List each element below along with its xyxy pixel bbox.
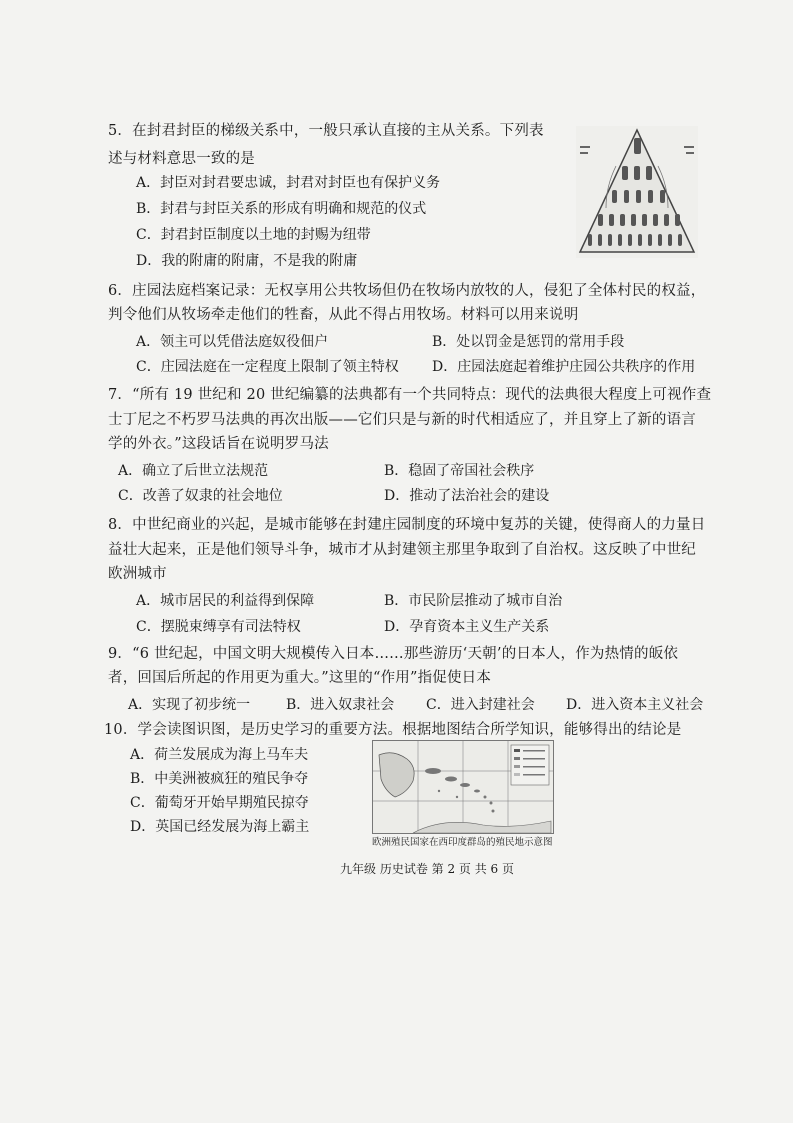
q9-option-d[interactable]: D．进入资本主义社会 [566, 697, 704, 713]
map-caption: 欧洲殖民国家在西印度群岛的殖民地示意图 [372, 837, 553, 848]
q5-option-a[interactable]: A．封臣对封君要忠诚，封君对封臣也有保护义务 [136, 175, 441, 191]
q8-stem-line2: 益壮大起来，正是他们领导斗争，城市才从封建领主那里争取到了自治权。这反映了中世纪 [108, 542, 696, 558]
q5-option-b[interactable]: B．封君与封臣关系的形成有明确和规范的仪式 [136, 201, 427, 217]
q6-option-c[interactable]: C．庄园法庭在一定程度上限制了领主特权 [136, 359, 399, 375]
q10-stem-line1: 10．学会读图识图，是历史学习的重要方法。根据地图结合所学知识，能够得出的结论是 [104, 722, 682, 738]
q6-stem-line2: 判令他们从牧场牵走他们的牲畜，从此不得占用牧场。材料可以用来说明 [108, 307, 579, 323]
q9-option-b[interactable]: B．进入奴隶社会 [286, 697, 395, 713]
q6-option-a[interactable]: A．领主可以凭借法庭奴役佃户 [136, 334, 329, 350]
q9-stem-line2: 者，回国后所起的作用更为重大。”这里的“作用”指促使日本 [108, 670, 492, 686]
q7-option-c[interactable]: C．改善了奴隶的社会地位 [118, 488, 283, 504]
q5-option-c[interactable]: C．封君封臣制度以土地的封赐为纽带 [136, 227, 371, 243]
q7-stem-line1: 7．“所有 19 世纪和 20 世纪编纂的法典都有一个共同特点：现代的法典很大程度上可视作查 [108, 387, 712, 403]
q8-option-b[interactable]: B．市民阶层推动了城市自治 [384, 593, 563, 609]
q5-option-d[interactable]: D．我的附庸的附庸，不是我的附庸 [136, 253, 358, 269]
q10-option-b[interactable]: B．中美洲被疯狂的殖民争夺 [130, 771, 309, 787]
q7-option-b[interactable]: B．稳固了帝国社会秩序 [384, 463, 535, 479]
q7-stem-line2: 士丁尼之不朽罗马法典的再次出版——它们只是与新的时代相适应了，并且穿上了新的语言 [108, 412, 696, 428]
pyramid-illustration [576, 126, 698, 258]
q8-option-a[interactable]: A．城市居民的利益得到保障 [136, 593, 315, 609]
q8-stem-line1: 8．中世纪商业的兴起，是城市能够在封建庄园制度的环境中复苏的关键，使得商人的力量日 [108, 517, 706, 533]
west-indies-map-figure [372, 740, 554, 834]
q7-option-a[interactable]: A．确立了后世立法规范 [118, 463, 269, 479]
q9-option-c[interactable]: C．进入封建社会 [426, 697, 535, 713]
q10-option-c[interactable]: C．葡萄牙开始早期殖民掠夺 [130, 795, 309, 811]
q10-option-d[interactable]: D．英国已经发展为海上霸主 [130, 819, 310, 835]
q8-option-c[interactable]: C．摆脱束缚享有司法特权 [136, 619, 301, 635]
q6-option-b[interactable]: B．处以罚金是惩罚的常用手段 [432, 334, 625, 350]
map-illustration [373, 741, 553, 833]
q5-stem-line2: 述与材料意思一致的是 [108, 151, 255, 167]
page-footer: 九年级 历史试卷 第 2 页 共 6 页 [340, 862, 514, 876]
q5-stem-line1: 5．在封君封臣的梯级关系中，一般只承认直接的主从关系。下列表 [108, 123, 544, 139]
q6-stem-line1: 6．庄园法庭档案记录：无权享用公共牧场但仍在牧场内放牧的人，侵犯了全体村民的权益， [108, 283, 706, 299]
q9-stem-line1: 9．“6 世纪起，中国文明大规模传入日本……那些游历‘天朝’的日本人，作为热情的皈依 [108, 646, 679, 662]
q10-option-a[interactable]: A．荷兰发展成为海上马车夫 [130, 747, 309, 763]
q7-stem-line3: 学的外衣。”这段话旨在说明罗马法 [108, 436, 329, 452]
q9-option-a[interactable]: A．实现了初步统一 [128, 697, 251, 713]
q8-option-d[interactable]: D．孕育资本主义生产关系 [384, 619, 550, 635]
q7-option-d[interactable]: D．推动了法治社会的建设 [384, 488, 550, 504]
q8-stem-line3: 欧洲城市 [108, 566, 167, 582]
feudal-pyramid-figure [576, 126, 698, 258]
q6-option-d[interactable]: D．庄园法庭起着维护庄园公共秩序的作用 [432, 359, 696, 375]
